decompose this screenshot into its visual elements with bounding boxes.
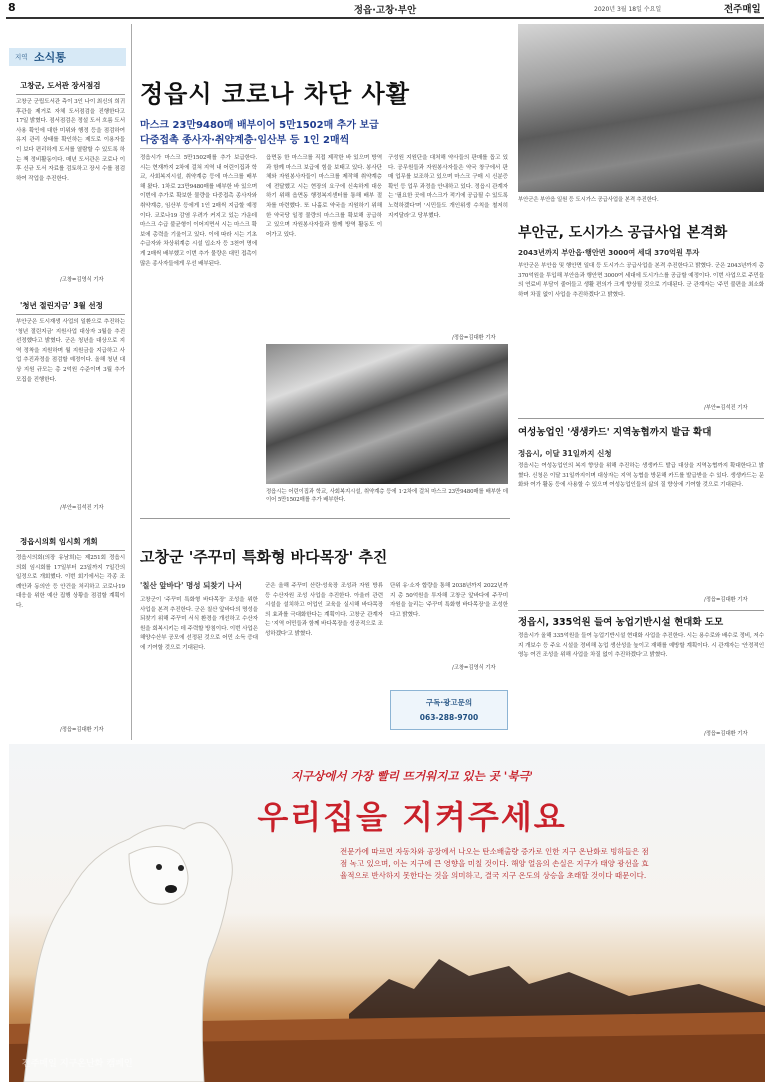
page-number: 8 [8, 1, 16, 14]
sidebar-news-title: '청년 절린지금' 3월 선정 [20, 301, 103, 310]
article-body: 정읍시가 올해 335억원을 들여 농업기반시설 현대화 사업을 추진한다. 시는 용수로와 배수로 정비, 저수지 개보수 등 주요 시설을 정비해 농업 생산성을 높이고 재해를 예방할 계획이다. 시 관계자는 '안정적인 영농 여건 조성을 위해 사업을 차질 없이 추진하겠다'고 밝혔다. [518, 633, 764, 659]
sidebar-news-title: 정읍시의회 임시회 개회 [20, 537, 98, 546]
subheadline: 마스크 23만9480매 배부이어 5만1502매 추가 보급 [140, 120, 379, 131]
article-body: 고창군이 '주꾸미 특화형 바다목장' 조성을 위한 사업을 본격 추진한다. 군은 칠산 앞바다의 명성을 되찾기 위해 주꾸미 서식 환경을 개선하고 수산자원을 회복시키는 데 주력할 방침이다. 이번 사업은 해양수산부 공모에 선정된 것으로 어민 소득 증대에 기여할 것으로 기대된다. [140, 597, 258, 652]
sidebar-news-credit: /부안=김석진 기자 [60, 505, 104, 511]
divider [16, 550, 125, 551]
article-body: 군은 올해 주꾸미 산란·성육장 조성과 자원 방류 등 수산자원 조성 사업을 추진한다. 아울러 관련 시설을 설치하고 어업인 교육을 실시해 바다목장의 효과를 극대화한다는 계획이다. 고창군 관계자는 '지역 어민들과 함께 바다목장을 성공적으로 조성하겠다'고 밝혔다. [265, 583, 383, 638]
subscribe-title: 구독·광고문의 [425, 698, 473, 707]
byline: /정읍=김대환 기자 [704, 731, 748, 737]
header-rule [6, 17, 764, 19]
sidebar-news-credit: /정읍=김대환 기자 [60, 727, 104, 733]
ad-body: 전문가에 따르면 자동차와 공장에서 나오는 탄소배출량 증가로 인한 지구 온난화로 빙하들은 점점 녹고 있으며, 이는 지구에 큰 영향을 미칠 것이다. 해양 얼음의 손실은 지구가 태양 광선을 효율적으로 반사하지 못한다는 것을 의미하고, 결국 지구 온도의 상승을 초래할 것이다 때문이다. [340, 847, 649, 880]
sidebar-news-title: 고창군, 도서관 장서점검 [20, 81, 101, 90]
byline: /정읍=김대환 기자 [704, 597, 748, 603]
ad-watermark: 전주매일 지구온난화 캠페인 [22, 1059, 133, 1069]
article-body: 단위 유·소자 합량을 통해 2038년까지 2022년까지 총 50억원을 투자해 고창군 앞바다에 주꾸미 자원을 늘리는 '주꾸미 특화형 바다목장'을 조성한다고 밝혔다. [390, 583, 508, 618]
sidebar-news-body: 정읍시의회(의장 유남희)는 제251회 정읍시의회 임시회를 17일부터 23일까지 7일간의 일정으로 개회했다. 이번 회기에서는 각종 조례안과 동의안 등 안건을 처리하고 코로나19 대응을 위한 예산 집행 상황을 점검할 계획이다. [16, 555, 125, 610]
section-title: 정읍·고창·부안 [353, 5, 417, 16]
section-headline: 정읍시, 335억원 들여 농업기반시설 현대화 도모 [518, 617, 724, 628]
ad-headline: 우리집을 지켜주세요 [257, 798, 567, 836]
photo-caption: 정읍시는 어린이집과 학교, 사회복지시설, 취약계층 등에 1·2차에 걸쳐 마스크 23만9480매를 배부한 데 이어 5만1502매를 추가 배부한다. [266, 489, 508, 504]
divider [518, 418, 764, 419]
divider [518, 610, 764, 611]
paper-name: 전주매일 [724, 4, 761, 15]
divider [140, 148, 256, 149]
byline: /정읍=김대환 기자 [452, 335, 496, 341]
article-body: 구성원 지원단을 대처해 약사들의 판매를 돕고 있다. 공무원들과 자원봉사자들은 약국 창구에서 판매 업무를 보조하고 있으며 마스크 구매 시 신분증 확인 등 업무 과정을 안내하고 있다. 정읍시 관계자는 '필요한 곳에 마스크가 적기에 공급될 수 있도록 노력하겠다'며 '시민들도 개인위생 수칙을 철저히 지켜달라'고 당부했다. [388, 155, 508, 219]
article-body: 정읍시는 여성농업인의 복지 향상을 위해 추진하는 생생카드 발급 대상을 지역농협까지 확대한다고 밝혔다. 신청은 이달 31일까지이며 대상자는 지역 농협을 방문해 카드를 발급받을 수 있다. 생생카드는 문화와 여가 활동 등에 사용할 수 있으며 여성농업인들의 삶의 질 향상에 기여할 것으로 기대된다. [518, 463, 764, 489]
article-body: 읍면동 한 마스크를 직접 제작한 바 있으며 방역과 함께 마스크 보급에 힘을 보태고 있다. 봉사단체와 자원봉사자들이 마스크를 제작해 취약계층에 전달했고 시는 현장의 요구에 신속하게 대응하기 위해 읍면동 행정복지센터를 통해 배부 절차를 마련했다. 또 나홀로 약국을 지원하기 위해 한 약국당 일정 물량의 마스크를 확보해 공급하고 있으며 자원봉사자들과 함께 방역 활동도 이어가고 있다. [266, 155, 382, 238]
photo-caption: 부안군은 부안읍 일원 등 도시가스 공급사업을 본격 추진한다. [518, 197, 659, 203]
column-divider [131, 24, 132, 740]
subheadline: 2043년까지 부안읍·행안면 3000여 세대 370억원 투자 [518, 248, 700, 257]
sidebar-label-big: 소식통 [34, 51, 66, 64]
section-headline: 고창군 '주꾸미 특화형 바다목장' 추진 [140, 548, 388, 566]
news-photo-mask-distribution [266, 344, 508, 484]
divider [140, 518, 510, 519]
sidebar-news-body: 부안군은 도시재생 사업의 일환으로 추진하는 '청년 절린지금' 지원사업 대상자 3월을 추진 선정했다고 밝혔다. 군은 청년을 대상으로 지역 정착을 지원하며 월 지원금을 지급하고 사업 추진과정을 점검할 예정이다. 올해 청년 대상 지원 규모는 총 2억원 수준이며 3월 추가 모집을 진행한다. [16, 319, 125, 383]
sidebar-label-small: 지역 [15, 53, 28, 61]
byline: /부안=김석진 기자 [704, 405, 748, 411]
section-headline: 여성농업인 '생생카드' 지역농협까지 발급 확대 [518, 427, 712, 438]
divider [16, 94, 125, 95]
subscribe-box [390, 690, 508, 730]
subheadline: '칠산 앞바다' 명성 되찾기 나서 [140, 581, 242, 590]
subscribe-phone: 063-288-9700 [419, 713, 479, 722]
news-photo-gas-pipeline [518, 24, 764, 192]
sidebar-news-body: 고창군 군립도서관 측이 3인 나이 최신의 희귀 후관을 제거로 자체 도서점검을 진행한다고 17일 밝혔다. 점서점검은 정설 도서 흐름 도서 사용 확인에 대한 미위와 행정 등을 점검하여 유지 관리 상태를 확인하는 제도로 이용자들이 보다 편리하게 도서를 열람할 수 있도록 하는 책 정비활동이다. 매년 도서관은 코로나 이후 신규 도서 자료를 검토하고 장서 수를 점검하여 작업을 추진한다. [16, 99, 125, 182]
subheadline: 정읍시, 이달 31일까지 신청 [518, 449, 612, 458]
section-headline: 부안군, 도시가스 공급사업 본격화 [518, 225, 728, 241]
byline: /고창=김영식 기자 [452, 665, 496, 671]
issue-date: 2020년 3월 18일 수요일 [594, 6, 662, 13]
article-body: 정읍시가 마스크 5만1502매를 추가 보급한다. 시는 현재까지 2차에 걸쳐 지역 내 어린이집과 학교, 사회복지시설, 취약계층 등에 마스크를 배부해 왔다. 1차로 23만9480매를 배부한 바 있으며 이번에 추가로 확보한 물량을 다중접촉 종사자와 취약계층, 임산부 등에게 1인 2매씩 지급할 예정이다. 코로나19 감염 우려가 커지고 있는 가운데 마스크 수급 불균형이 이어지면서 시는 마스크 확보에 총력을 기울이고 있다. 이에 따라 시는 기초 수급자와 차상위계층 시설 입소자 등 3천여 명에게 2매씩 배부했고 이번 추가 물량은 대민 접촉이 많은 종사자들에게 우선 배부된다. [140, 155, 257, 267]
ad-tagline: 지구상에서 가장 빨리 뜨거워지고 있는 곳 '북극' [290, 769, 534, 783]
sidebar-news-credit: /고창=김영식 기자 [60, 277, 104, 283]
article-body: 부안군은 부안읍 및 행안면 일대 등 도시가스 공급사업을 본격 추진한다고 밝혔다. 군은 2043년까지 총 370억원을 투입해 부안읍과 행안면 3000여 세대에 도시가스를 공급할 예정이다. 이번 사업으로 주민들의 연료비 부담이 줄어들고 생활 편의가 크게 향상될 것으로 기대된다. 군 관계자는 '주민 불편을 최소화하며 차질 없이 사업을 추진하겠다'고 밝혔다. [518, 263, 764, 298]
divider [16, 314, 125, 315]
subheadline: 다중접촉 종사자·취약계층·임산부 등 1인 2매씩 [140, 135, 350, 146]
headline: 정읍시 코로나 차단 사활 [140, 80, 410, 108]
